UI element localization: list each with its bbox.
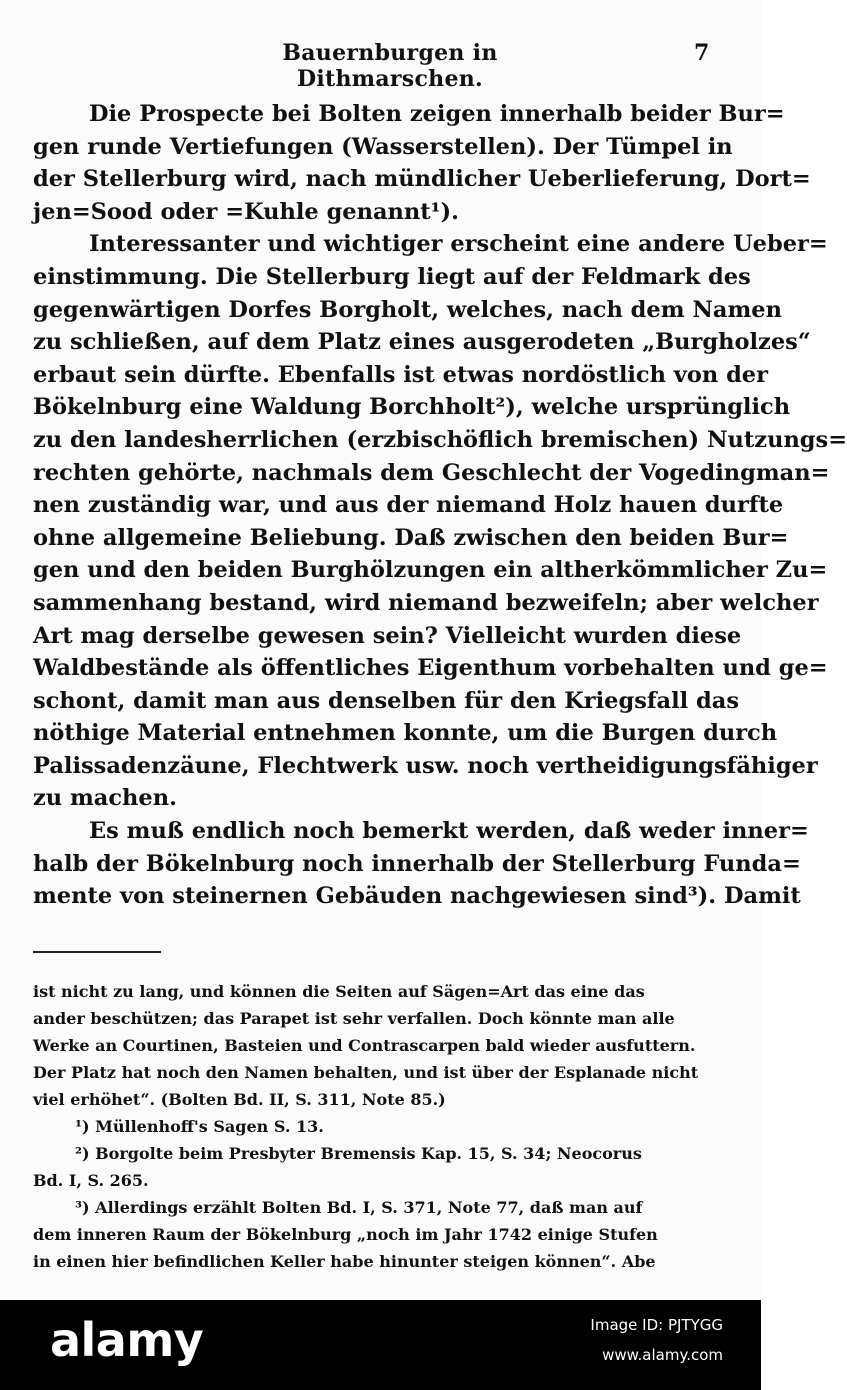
footnote-line: dem inneren Raum der Bökelnburg „noch im Jahr 1742 einige Stufen bbox=[33, 1225, 658, 1244]
text-line: zu schließen, auf dem Platz eines ausgerodeten „Burgholzes“ bbox=[33, 329, 811, 356]
text-line: Waldbestände als öffentliches Eigenthum vorbehalten und ge= bbox=[33, 655, 828, 682]
footnote-separator bbox=[33, 951, 161, 953]
text-line: der Stellerburg wird, nach mündlicher Ueberlieferung, Dort= bbox=[33, 166, 811, 193]
page-number: 7 bbox=[694, 40, 710, 66]
stock-watermark-bar bbox=[0, 1300, 761, 1390]
text-line: rechten gehörte, nachmals dem Geschlecht der Vogedingman= bbox=[33, 459, 830, 486]
footnote-line: ist nicht zu lang, und können die Seiten auf Sägen=Art das eine das bbox=[33, 982, 645, 1001]
text-line: jen=Sood oder =Kuhle genannt¹). bbox=[33, 198, 459, 225]
text-line: zu machen. bbox=[33, 785, 177, 812]
text-line: Interessanter und wichtiger erscheint eine andere Ueber= bbox=[89, 231, 828, 258]
text-line: Die Prospecte bei Bolten zeigen innerhalb beider Bur= bbox=[89, 101, 785, 127]
text-line: schont, damit man aus denselben für den Kriegsfall das bbox=[33, 687, 740, 714]
body-text bbox=[33, 98, 847, 913]
running-title: Bauernburgen in Dithmarschen. bbox=[282, 40, 498, 92]
text-line: ohne allgemeine Beliebung. Daß zwischen den beiden Bur= bbox=[33, 524, 789, 551]
footnote-line: Werke an Courtinen, Basteien und Contrascarpen bald wieder ausfuttern. bbox=[33, 1036, 696, 1055]
footnote-line: Bd. I, S. 265. bbox=[33, 1171, 149, 1190]
footnote-line: in einen hier befindlichen Keller habe hinunter steigen können“. Abe bbox=[33, 1252, 656, 1271]
text-line: Art mag derselbe gewesen sein? Vielleicht wurden diese bbox=[33, 622, 742, 649]
text-line: Es muß endlich noch bemerkt werden, daß weder inner= bbox=[89, 818, 809, 845]
paragraph-3 bbox=[33, 815, 809, 913]
text-line: Palissadenzäune, Flechtwerk usw. noch vertheidigungsfähiger bbox=[33, 752, 818, 779]
footnote-line: ¹) Müllenhoff's Sagen S. 13. bbox=[75, 1117, 324, 1136]
footnote-continuation bbox=[33, 978, 728, 1113]
text-line: gen und den beiden Burghölzungen ein altherkömmlicher Zu= bbox=[33, 557, 828, 584]
footnote-line: viel erhöhet“. (Bolten Bd. II, S. 311, Note 85.) bbox=[33, 1090, 446, 1109]
image-id-label: Image ID: PJTYGG bbox=[590, 1316, 723, 1334]
text-line: mente von steinernen Gebäuden nachgewiesen sind³). Damit bbox=[33, 883, 801, 910]
brand-logo: alamy bbox=[50, 1313, 204, 1367]
running-head bbox=[0, 40, 761, 92]
text-line: gen runde Vertiefungen (Wasserstellen). Der Tümpel in bbox=[33, 133, 733, 160]
footnote-line: ²) Borgolte beim Presbyter Bremensis Kap. 15, S. 34; Neocorus bbox=[75, 1144, 642, 1163]
footnote-line: Der Platz hat noch den Namen behalten, und ist über der Esplanade nicht bbox=[33, 1063, 699, 1082]
text-line: nen zuständig war, und aus der niemand Holz hauen durfte bbox=[33, 492, 784, 519]
site-url: www.alamy.com bbox=[602, 1346, 723, 1364]
footnote-3 bbox=[33, 1194, 728, 1275]
footnote-line: ander beschützen; das Parapet ist sehr verfallen. Doch könnte man alle bbox=[33, 1009, 675, 1028]
text-line: sammenhang bestand, wird niemand bezweifeln; aber welcher bbox=[33, 589, 819, 616]
text-line: zu den landesherrlichen (erzbischöflich bremischen) Nutzungs= bbox=[33, 426, 847, 453]
text-line: einstimmung. Die Stellerburg liegt auf der Feldmark des bbox=[33, 263, 751, 290]
footnote-line: ³) Allerdings erzählt Bolten Bd. I, S. 371, Note 77, daß man auf bbox=[75, 1198, 643, 1217]
text-line: Bökelnburg eine Waldung Borchholt²), welche ursprünglich bbox=[33, 394, 791, 421]
text-line: nöthige Material entnehmen konnte, um die Burgen durch bbox=[33, 720, 778, 747]
footnote-2 bbox=[33, 1140, 728, 1194]
text-line: erbaut sein dürfte. Ebenfalls ist etwas nordöstlich von der bbox=[33, 361, 768, 388]
text-line: halb der Bökelnburg noch innerhalb der Stellerburg Funda= bbox=[33, 850, 801, 877]
paragraph-2 bbox=[33, 228, 847, 815]
footnotes bbox=[33, 978, 728, 1275]
text-line: gegenwärtigen Dorfes Borgholt, welches, nach dem Namen bbox=[33, 296, 782, 323]
footnote-1 bbox=[33, 1113, 728, 1140]
paragraph-1 bbox=[33, 98, 811, 228]
